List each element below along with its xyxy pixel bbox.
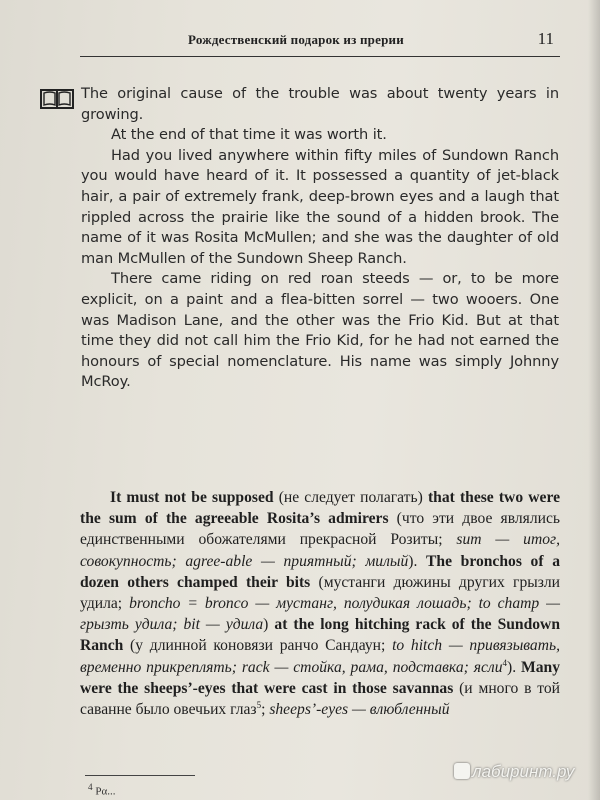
- english-phrase: It must not be supposed: [110, 489, 274, 506]
- footnote-number: 4: [88, 782, 93, 792]
- english-phrase: that these two were the sum of the agreeable Rosita’s admirers: [80, 489, 561, 528]
- gloss-close: ).: [408, 552, 426, 570]
- footnote-text: Ρα...: [95, 785, 116, 798]
- vocabulary-note: sheeps’-eyes — влюбленный: [269, 701, 450, 719]
- gloss-close: ): [263, 616, 275, 634]
- english-phrase: Many were the sheeps’-eyes that were cast in those savannas: [80, 658, 560, 697]
- header-rule: [80, 56, 560, 57]
- watermark-text: лабиринт.ру: [472, 762, 575, 781]
- vocabulary-note: broncho = bronco — мустанг, полудикая лошадь; to champ — грызть удила; bit — удила: [80, 595, 560, 634]
- english-paragraph: At the end of that time it was worth it.: [111, 126, 387, 144]
- footnote-marker[interactable]: 5: [256, 699, 262, 710]
- russian-gloss: (мустанги дюжины других грызли удила;: [80, 573, 561, 613]
- english-paragraph: The original cause of the trouble was about twenty years in growing.: [81, 85, 559, 123]
- page-number: 11: [537, 29, 554, 48]
- footnote-marker[interactable]: 4: [502, 657, 507, 668]
- annotated-paragraph: [80, 487, 560, 720]
- header-title: Рождественский подарок из прерии: [188, 32, 404, 47]
- english-paragraph: Had you lived anywhere within fifty miles of Sundown Ranch you would have heard of it. It possessed a quantity of jet-black hair, a pair of extremely frank, deep-brown eyes and a laugh that rippled across the prairie like the sound of a hidden brook. The name of it was Rosita McMullen; and she was the daughter of old man McMullen of the Sundown Sheep Ranch.: [81, 146, 559, 267]
- footnote: [88, 782, 115, 798]
- open-book-icon: [40, 88, 74, 110]
- footnote-rule: [85, 775, 195, 776]
- russian-gloss: (и много в той саванне было овечьих глаз: [80, 679, 561, 719]
- english-phrase: at the long hitching rack of the Sundown Ranch: [80, 616, 560, 655]
- vocabulary-note: sum — итог, совокупность; agree-able — приятный; милый: [80, 531, 560, 570]
- english-phrase: The bronchos of a dozen others champed their bits: [80, 552, 560, 591]
- russian-gloss: (у длинной коновязи ранчо Сандаун;: [123, 637, 393, 655]
- russian-gloss: ;: [261, 701, 270, 719]
- russian-gloss: (не следует полагать): [273, 489, 428, 506]
- watermark: [454, 762, 574, 782]
- english-paragraph: There came riding on red roan steeds — or, to be more explicit, on a paint and a flea-bitten sorrel — two wooers. One was Madison Lane, and the other was the Frio Kid. But at that time they did not call him the Frio Kid, for he had not earned the honours of special nomenclature. His name was simply Johnny McRoy.: [81, 270, 559, 391]
- running-header: [70, 28, 560, 54]
- english-text: [81, 84, 559, 393]
- page-edge-shadow: [588, 0, 600, 800]
- vocabulary-note: to hitch — привязывать, временно прикреплять; rack — стойка, рама, подставка; ясли: [80, 637, 560, 676]
- labirint-logo-icon: [454, 763, 470, 779]
- russian-gloss: (что эти двое являлись единственными обожателями прекрасной Розиты;: [80, 510, 560, 549]
- gloss-close: ).: [507, 658, 522, 676]
